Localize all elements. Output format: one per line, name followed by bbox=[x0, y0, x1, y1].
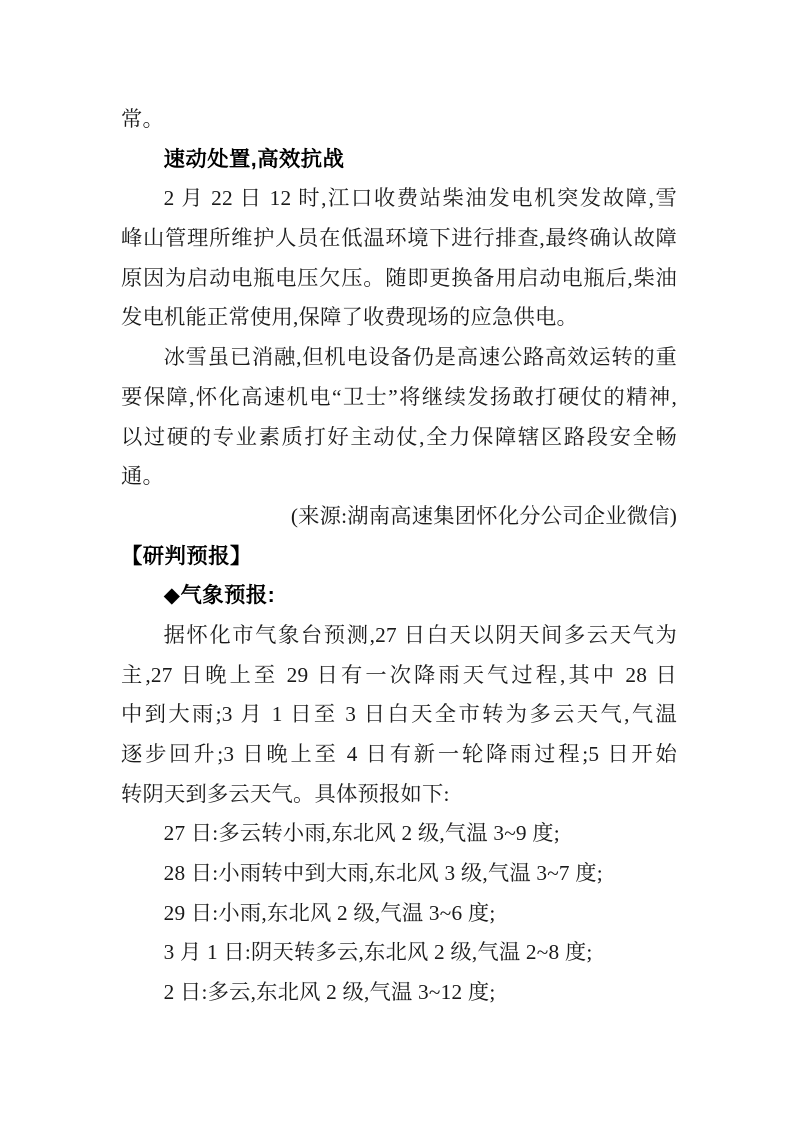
guardian-paragraph-line: 冰雪虽已消融,但机电设备仍是高速公路高效运转的重 bbox=[163, 345, 677, 370]
daily-forecast-mar1: 3 月 1 日:阴天转多云,东北风 2 级,气温 2~8 度; bbox=[163, 940, 593, 965]
weather-summary-line: 主,27 日晚上至 29 日有一次降雨天气过程,其中 28 日 bbox=[121, 662, 677, 687]
document-body bbox=[121, 100, 677, 1013]
guardian-paragraph-line: 要保障,怀化高速机电“卫士”将继续发扬敢打硬仗的精神, bbox=[121, 384, 677, 409]
fault-paragraph-line: 发电机能正常使用,保障了收费现场的应急供电。 bbox=[121, 305, 578, 330]
source-attribution: (来源:湖南高速集团怀化分公司企业微信) bbox=[290, 503, 677, 528]
heading-research-forecast: 【研判预报】 bbox=[121, 543, 252, 568]
guardian-paragraph-line: 通。 bbox=[121, 464, 164, 489]
fault-paragraph-line: 峰山管理所维护人员在低温环境下进行排查,最终确认故障 bbox=[121, 226, 677, 251]
weather-summary-line: 逐步回升;3 日晚上至 4 日有新一轮降雨过程;5 日开始 bbox=[121, 742, 677, 766]
subheading-weather-forecast: ◆气象预报: bbox=[163, 583, 276, 608]
heading-rapid-response: 速动处置,高效抗战 bbox=[163, 146, 345, 171]
daily-forecast-mar2: 2 日:多云,东北风 2 级,气温 3~12 度; bbox=[163, 980, 496, 1005]
weather-summary-line: 据怀化市气象台预测,27 日白天以阴天间多云天气为 bbox=[163, 622, 677, 647]
daily-forecast-feb27: 27 日:多云转小雨,东北风 2 级,气温 3~9 度; bbox=[163, 821, 560, 846]
continuation-line: 常。 bbox=[121, 107, 164, 131]
weather-summary-line: 转阴天到多云天气。具体预报如下: bbox=[121, 781, 450, 806]
daily-forecast-feb28: 28 日:小雨转中到大雨,东北风 3 级,气温 3~7 度; bbox=[163, 861, 603, 886]
guardian-paragraph-line: 以过硬的专业素质打好主动仗,全力保障辖区路段安全畅 bbox=[121, 424, 677, 449]
daily-forecast-feb29: 29 日:小雨,东北风 2 级,气温 3~6 度; bbox=[163, 900, 496, 925]
fault-paragraph-line: 原因为启动电瓶电压欠压。随即更换备用启动电瓶后,柴油 bbox=[121, 265, 677, 290]
weather-summary-line: 中到大雨;3 月 1 日至 3 日白天全市转为多云天气,气温 bbox=[121, 702, 677, 727]
fault-paragraph-line: 2 月 22 日 12 时,江口收费站柴油发电机突发故障,雪 bbox=[163, 186, 677, 211]
